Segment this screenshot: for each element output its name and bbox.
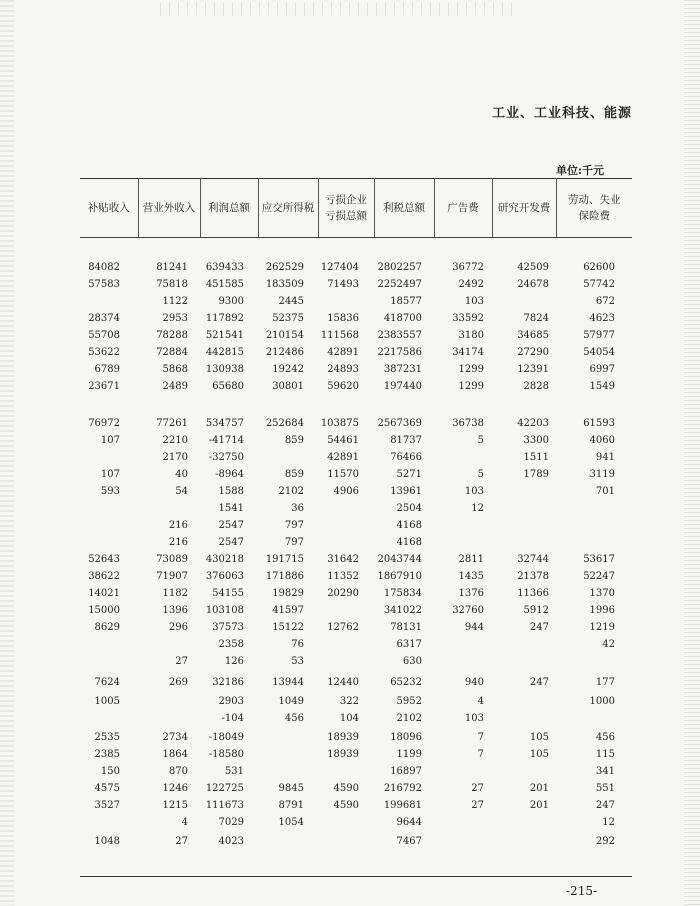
table-cell: 36738 (452, 418, 484, 429)
table-cell: 2811 (458, 554, 484, 565)
table-row (80, 622, 632, 636)
table-cell: 2828 (523, 381, 549, 392)
table-cell: 76466 (390, 452, 422, 463)
table-header-rule (80, 237, 632, 238)
table-cell: 78131 (390, 622, 422, 633)
table-cell: 32186 (212, 677, 244, 688)
table-cell: 41597 (272, 605, 304, 616)
table-cell: 2734 (162, 732, 188, 743)
table-cell: 7 (477, 749, 484, 760)
table-cell: 322 (339, 696, 359, 707)
table-cell: 593 (100, 486, 120, 497)
col-header-total-profit-and-tax: 利税总额 (374, 178, 434, 237)
table-row (80, 800, 632, 814)
table-cell: 36 (291, 503, 304, 514)
table-cell: 199681 (383, 800, 422, 811)
table-cell: 105 (529, 749, 549, 760)
table-cell: 197440 (383, 381, 422, 392)
table-row (80, 817, 632, 831)
table-row (80, 588, 632, 602)
table-cell: 1789 (523, 469, 549, 480)
table-row (80, 836, 632, 850)
table-cell: 21378 (517, 571, 549, 582)
table-cell: 42891 (327, 452, 359, 463)
table-cell: 52375 (272, 313, 304, 324)
table-row (80, 537, 632, 551)
table-cell: 61593 (583, 418, 615, 429)
table-cell: 78288 (156, 330, 188, 341)
table-cell: 32744 (517, 554, 549, 565)
table-cell: 38622 (88, 571, 120, 582)
table-cell: 19242 (272, 364, 304, 375)
table-cell: 859 (284, 435, 304, 446)
table-cell: 2547 (218, 520, 244, 531)
table-cell: 117892 (205, 313, 244, 324)
table-cell: 2535 (94, 732, 120, 743)
col-header-loss-enterprise-losses: 亏损企业 亏损总额 (318, 178, 374, 237)
table-cell: 77261 (156, 418, 188, 429)
table-cell: 14021 (88, 588, 120, 599)
table-cell: 2358 (218, 639, 244, 650)
table-cell: 8791 (278, 800, 304, 811)
table-cell: 81241 (156, 262, 188, 273)
table-cell: 23671 (88, 381, 120, 392)
table-row (80, 639, 632, 653)
table-cell: 1122 (162, 296, 188, 307)
table-cell: 1215 (162, 800, 188, 811)
table-cell: 72884 (156, 347, 188, 358)
table-cell: 103875 (320, 418, 359, 429)
table-cell: 262529 (265, 262, 304, 273)
section-title: 工业、工业科技、能源 (492, 106, 633, 121)
table-cell: 376063 (205, 571, 244, 582)
table-cell: 797 (284, 537, 304, 548)
table-cell: 216792 (383, 783, 422, 794)
table-cell: 531 (224, 766, 244, 777)
table-cell: 1199 (396, 749, 422, 760)
table-cell: 1864 (162, 749, 188, 760)
table-cell: 2903 (218, 696, 244, 707)
table-cell: 3300 (523, 435, 549, 446)
table-cell: 292 (595, 836, 615, 847)
table-cell: 54 (175, 486, 188, 497)
table-row (80, 313, 632, 327)
table-cell: 24678 (517, 279, 549, 290)
col-header-income-tax-payable: 应交所得税 (258, 178, 318, 237)
table-cell: 1996 (589, 605, 615, 616)
table-cell: 1048 (94, 836, 120, 847)
table-cell: 6317 (396, 639, 422, 650)
table-cell: 115 (595, 749, 615, 760)
table-cell: 7029 (218, 817, 244, 828)
table-cell: 2385 (94, 749, 120, 760)
table-cell: 57977 (583, 330, 615, 341)
col-header-non-operating-income: 营业外收入 (138, 178, 200, 237)
table-cell: 534757 (205, 418, 244, 429)
table-cell: 456 (595, 732, 615, 743)
table-cell: 1000 (589, 696, 615, 707)
table-cell: 27 (471, 783, 484, 794)
table-cell: 57583 (88, 279, 120, 290)
table-cell: 126 (224, 656, 244, 667)
table-cell: 9644 (396, 817, 422, 828)
table-cell: 7 (477, 732, 484, 743)
table-cell: 630 (402, 656, 422, 667)
page-number: -215- (566, 884, 598, 898)
table-cell: 456 (284, 713, 304, 724)
table-cell: 62600 (583, 262, 615, 273)
scan-top-marks (160, 2, 520, 16)
table-row (80, 783, 632, 797)
table-cell: 5868 (162, 364, 188, 375)
table-cell: 1588 (218, 486, 244, 497)
table-cell: 247 (529, 677, 549, 688)
table-cell: 5 (477, 469, 484, 480)
table-cell: 65680 (212, 381, 244, 392)
table-cell: 7624 (94, 677, 120, 688)
table-cell: 12391 (517, 364, 549, 375)
table-cell: 4590 (333, 783, 359, 794)
table-cell: 6997 (589, 364, 615, 375)
table-cell: 34685 (517, 330, 549, 341)
table-cell: 54155 (212, 588, 244, 599)
table-cell: -32750 (208, 452, 244, 463)
table-cell: 24893 (327, 364, 359, 375)
table-row (80, 469, 632, 483)
table-cell: 269 (168, 677, 188, 688)
table-cell: 2567369 (377, 418, 422, 429)
table-cell: 1182 (162, 588, 188, 599)
table-row (80, 296, 632, 310)
table-cell: 54054 (583, 347, 615, 358)
table-cell: 122725 (205, 783, 244, 794)
table-cell: 1435 (458, 571, 484, 582)
table-cell: 36772 (452, 262, 484, 273)
table-cell: 296 (168, 622, 188, 633)
table-cell: -8964 (215, 469, 244, 480)
table-cell: 9845 (278, 783, 304, 794)
table-cell: 2252497 (377, 279, 422, 290)
table-row (80, 656, 632, 670)
table-cell: 216 (168, 537, 188, 548)
table-cell: 3180 (458, 330, 484, 341)
table-cell: 103 (464, 296, 484, 307)
table-cell: 12762 (327, 622, 359, 633)
table-cell: 9300 (218, 296, 244, 307)
table-cell: 2547 (218, 537, 244, 548)
table-cell: 191715 (265, 554, 304, 565)
table-cell: 34174 (452, 347, 484, 358)
table-cell: 59620 (327, 381, 359, 392)
col-header-rd-expense: 研究开发费 (492, 178, 556, 237)
table-cell: 18939 (327, 732, 359, 743)
table-cell: 442815 (205, 347, 244, 358)
table-cell: 639433 (205, 262, 244, 273)
table-cell: 27 (175, 836, 188, 847)
table-row (80, 330, 632, 344)
table-cell: 1299 (458, 364, 484, 375)
table-cell: 42203 (517, 418, 549, 429)
table-cell: -18580 (208, 749, 244, 760)
table-cell: 1049 (278, 696, 304, 707)
table-cell: 12 (471, 503, 484, 514)
table-cell: 1541 (218, 503, 244, 514)
table-cell: 175834 (383, 588, 422, 599)
table-cell: 75818 (156, 279, 188, 290)
table-cell: 28374 (88, 313, 120, 324)
table-cell: 15122 (272, 622, 304, 633)
table-cell: 16897 (390, 766, 422, 777)
table-row (80, 503, 632, 517)
table-cell: 65232 (390, 677, 422, 688)
table-cell: 11352 (327, 571, 359, 582)
table-cell: 5912 (523, 605, 549, 616)
table-cell: 42891 (327, 347, 359, 358)
table-cell: 103 (464, 713, 484, 724)
table-cell: 451585 (205, 279, 244, 290)
table-cell: 859 (284, 469, 304, 480)
table-cell: 3119 (589, 469, 615, 480)
table-cell: 5 (477, 435, 484, 446)
table-row (80, 766, 632, 780)
table-row (80, 486, 632, 500)
table-cell: 247 (595, 800, 615, 811)
table-row (80, 571, 632, 585)
table-cell: 11366 (517, 588, 549, 599)
table-cell: 2802257 (377, 262, 422, 273)
scan-edge-left (0, 0, 14, 906)
table-cell: 42 (602, 639, 615, 650)
table-cell: 7824 (523, 313, 549, 324)
table-cell: 130938 (205, 364, 244, 375)
table-cell: 2043744 (377, 554, 422, 565)
table-cell: 2210 (162, 435, 188, 446)
col-header-insurance-expense: 劳动、失业 保险费 (556, 178, 632, 237)
table-cell: 4590 (333, 800, 359, 811)
table-row (80, 677, 632, 691)
table-row (80, 347, 632, 361)
table-cell: 1511 (523, 452, 549, 463)
table-cell: 2383557 (377, 330, 422, 341)
table-cell: 797 (284, 520, 304, 531)
table-cell: 2504 (396, 503, 422, 514)
table-cell: 1299 (458, 381, 484, 392)
table-cell: 73089 (156, 554, 188, 565)
table-cell: 6789 (94, 364, 120, 375)
table-bottom-rule (80, 876, 632, 877)
table-cell: 183509 (265, 279, 304, 290)
table-cell: 19829 (272, 588, 304, 599)
table-cell: 54461 (327, 435, 359, 446)
table-cell: 2489 (162, 381, 188, 392)
table-cell: -104 (221, 713, 244, 724)
table-cell: 201 (529, 800, 549, 811)
table-cell: 81737 (390, 435, 422, 446)
table-row (80, 696, 632, 710)
table-cell: 1867910 (377, 571, 422, 582)
table-header (80, 178, 632, 237)
table-row (80, 381, 632, 395)
table-cell: 40 (175, 469, 188, 480)
table-cell: 5271 (396, 469, 422, 480)
table-cell: 111673 (205, 800, 244, 811)
table-cell: 32760 (452, 605, 484, 616)
table-cell: 672 (595, 296, 615, 307)
table-cell: 2102 (396, 713, 422, 724)
table-row (80, 279, 632, 293)
table-cell: 1054 (278, 817, 304, 828)
table-cell: 4023 (218, 836, 244, 847)
table-cell: 4906 (333, 486, 359, 497)
table-cell: 111568 (320, 330, 359, 341)
table-cell: 13961 (390, 486, 422, 497)
table-cell: 4 (181, 817, 188, 828)
table-cell: 430218 (205, 554, 244, 565)
table-cell: 53 (291, 656, 304, 667)
table-cell: 42509 (517, 262, 549, 273)
table-cell: 2445 (278, 296, 304, 307)
scan-edge-right (684, 0, 700, 906)
table-cell: 944 (464, 622, 484, 633)
table-cell: 53617 (583, 554, 615, 565)
table-cell: 71493 (327, 279, 359, 290)
table-cell: 216 (168, 520, 188, 531)
table-cell: 11570 (327, 469, 359, 480)
table-cell: 18096 (390, 732, 422, 743)
col-header-total-profit: 利润总额 (200, 178, 258, 237)
table-cell: 52247 (583, 571, 615, 582)
table-cell: 31642 (327, 554, 359, 565)
table-cell: 13944 (272, 677, 304, 688)
table-row (80, 435, 632, 449)
table-cell: 12440 (327, 677, 359, 688)
table-row (80, 554, 632, 568)
table-cell: -18049 (208, 732, 244, 743)
table-cell: 107 (100, 469, 120, 480)
table-cell: 53622 (88, 347, 120, 358)
table-row (80, 418, 632, 432)
table-cell: 177 (595, 677, 615, 688)
col-header-advertising-expense: 广告费 (434, 178, 492, 237)
table-cell: 76972 (88, 418, 120, 429)
table-cell: 551 (595, 783, 615, 794)
table-row (80, 452, 632, 466)
table-cell: 341 (595, 766, 615, 777)
table-cell: 33592 (452, 313, 484, 324)
table-cell: 7467 (396, 836, 422, 847)
table-cell: 212486 (265, 347, 304, 358)
table-row (80, 713, 632, 727)
table-cell: 252684 (265, 418, 304, 429)
table-cell: 1396 (162, 605, 188, 616)
table-row (80, 262, 632, 276)
table-cell: 1549 (589, 381, 615, 392)
table-cell: 104 (339, 713, 359, 724)
table-cell: 247 (529, 622, 549, 633)
table-cell: 1219 (589, 622, 615, 633)
table-cell: 1370 (589, 588, 615, 599)
table-cell: 18577 (390, 296, 422, 307)
table-cell: 105 (529, 732, 549, 743)
table-cell: 127404 (320, 262, 359, 273)
table-cell: 2102 (278, 486, 304, 497)
table-cell: 4060 (589, 435, 615, 446)
table-cell: 3527 (94, 800, 120, 811)
table-cell: 4623 (589, 313, 615, 324)
table-cell: 76 (291, 639, 304, 650)
table-cell: 171886 (265, 571, 304, 582)
table-cell: 1005 (94, 696, 120, 707)
col-header-subsidy-income: 补贴收入 (87, 201, 130, 214)
table-cell: 27 (175, 656, 188, 667)
table-cell: 52643 (88, 554, 120, 565)
table-row (80, 605, 632, 619)
table-cell: 71907 (156, 571, 188, 582)
table-row (80, 520, 632, 534)
table-cell: 701 (595, 486, 615, 497)
table-cell: 103 (464, 486, 484, 497)
table-cell: 2217586 (377, 347, 422, 358)
table-cell: 12 (602, 817, 615, 828)
table-cell: 4168 (396, 537, 422, 548)
table-cell: 341022 (383, 605, 422, 616)
table-cell: 27290 (517, 347, 549, 358)
table-cell: 940 (464, 677, 484, 688)
table-cell: 30801 (272, 381, 304, 392)
table-cell: 5952 (396, 696, 422, 707)
table-cell: 103108 (205, 605, 244, 616)
table-cell: 1246 (162, 783, 188, 794)
table-cell: 57742 (583, 279, 615, 290)
table-cell: 15836 (327, 313, 359, 324)
table-cell: 150 (100, 766, 120, 777)
table-cell: 2170 (162, 452, 188, 463)
table-row (80, 732, 632, 746)
table-cell: 20290 (327, 588, 359, 599)
table-cell: 521541 (205, 330, 244, 341)
table-row (80, 749, 632, 763)
table-cell: 84082 (88, 262, 120, 273)
table-cell: 201 (529, 783, 549, 794)
table-cell: 18939 (327, 749, 359, 760)
table-cell: 2492 (458, 279, 484, 290)
table-cell: 27 (471, 800, 484, 811)
table-cell: 107 (100, 435, 120, 446)
table-cell: 1376 (458, 588, 484, 599)
table-cell: 4168 (396, 520, 422, 531)
table-cell: 4 (477, 696, 484, 707)
table-cell: 8629 (94, 622, 120, 633)
table-cell: 2953 (162, 313, 188, 324)
table-cell: 870 (168, 766, 188, 777)
table-cell: 418700 (383, 313, 422, 324)
table-cell: 941 (595, 452, 615, 463)
table-cell: 210154 (265, 330, 304, 341)
table-row (80, 364, 632, 378)
table-cell: -41714 (208, 435, 244, 446)
table-cell: 55708 (88, 330, 120, 341)
table-cell: 4575 (94, 783, 120, 794)
table-cell: 15000 (88, 605, 120, 616)
table-cell: 387231 (383, 364, 422, 375)
table-cell: 37573 (212, 622, 244, 633)
unit-label: 单位:千元 (556, 164, 605, 177)
